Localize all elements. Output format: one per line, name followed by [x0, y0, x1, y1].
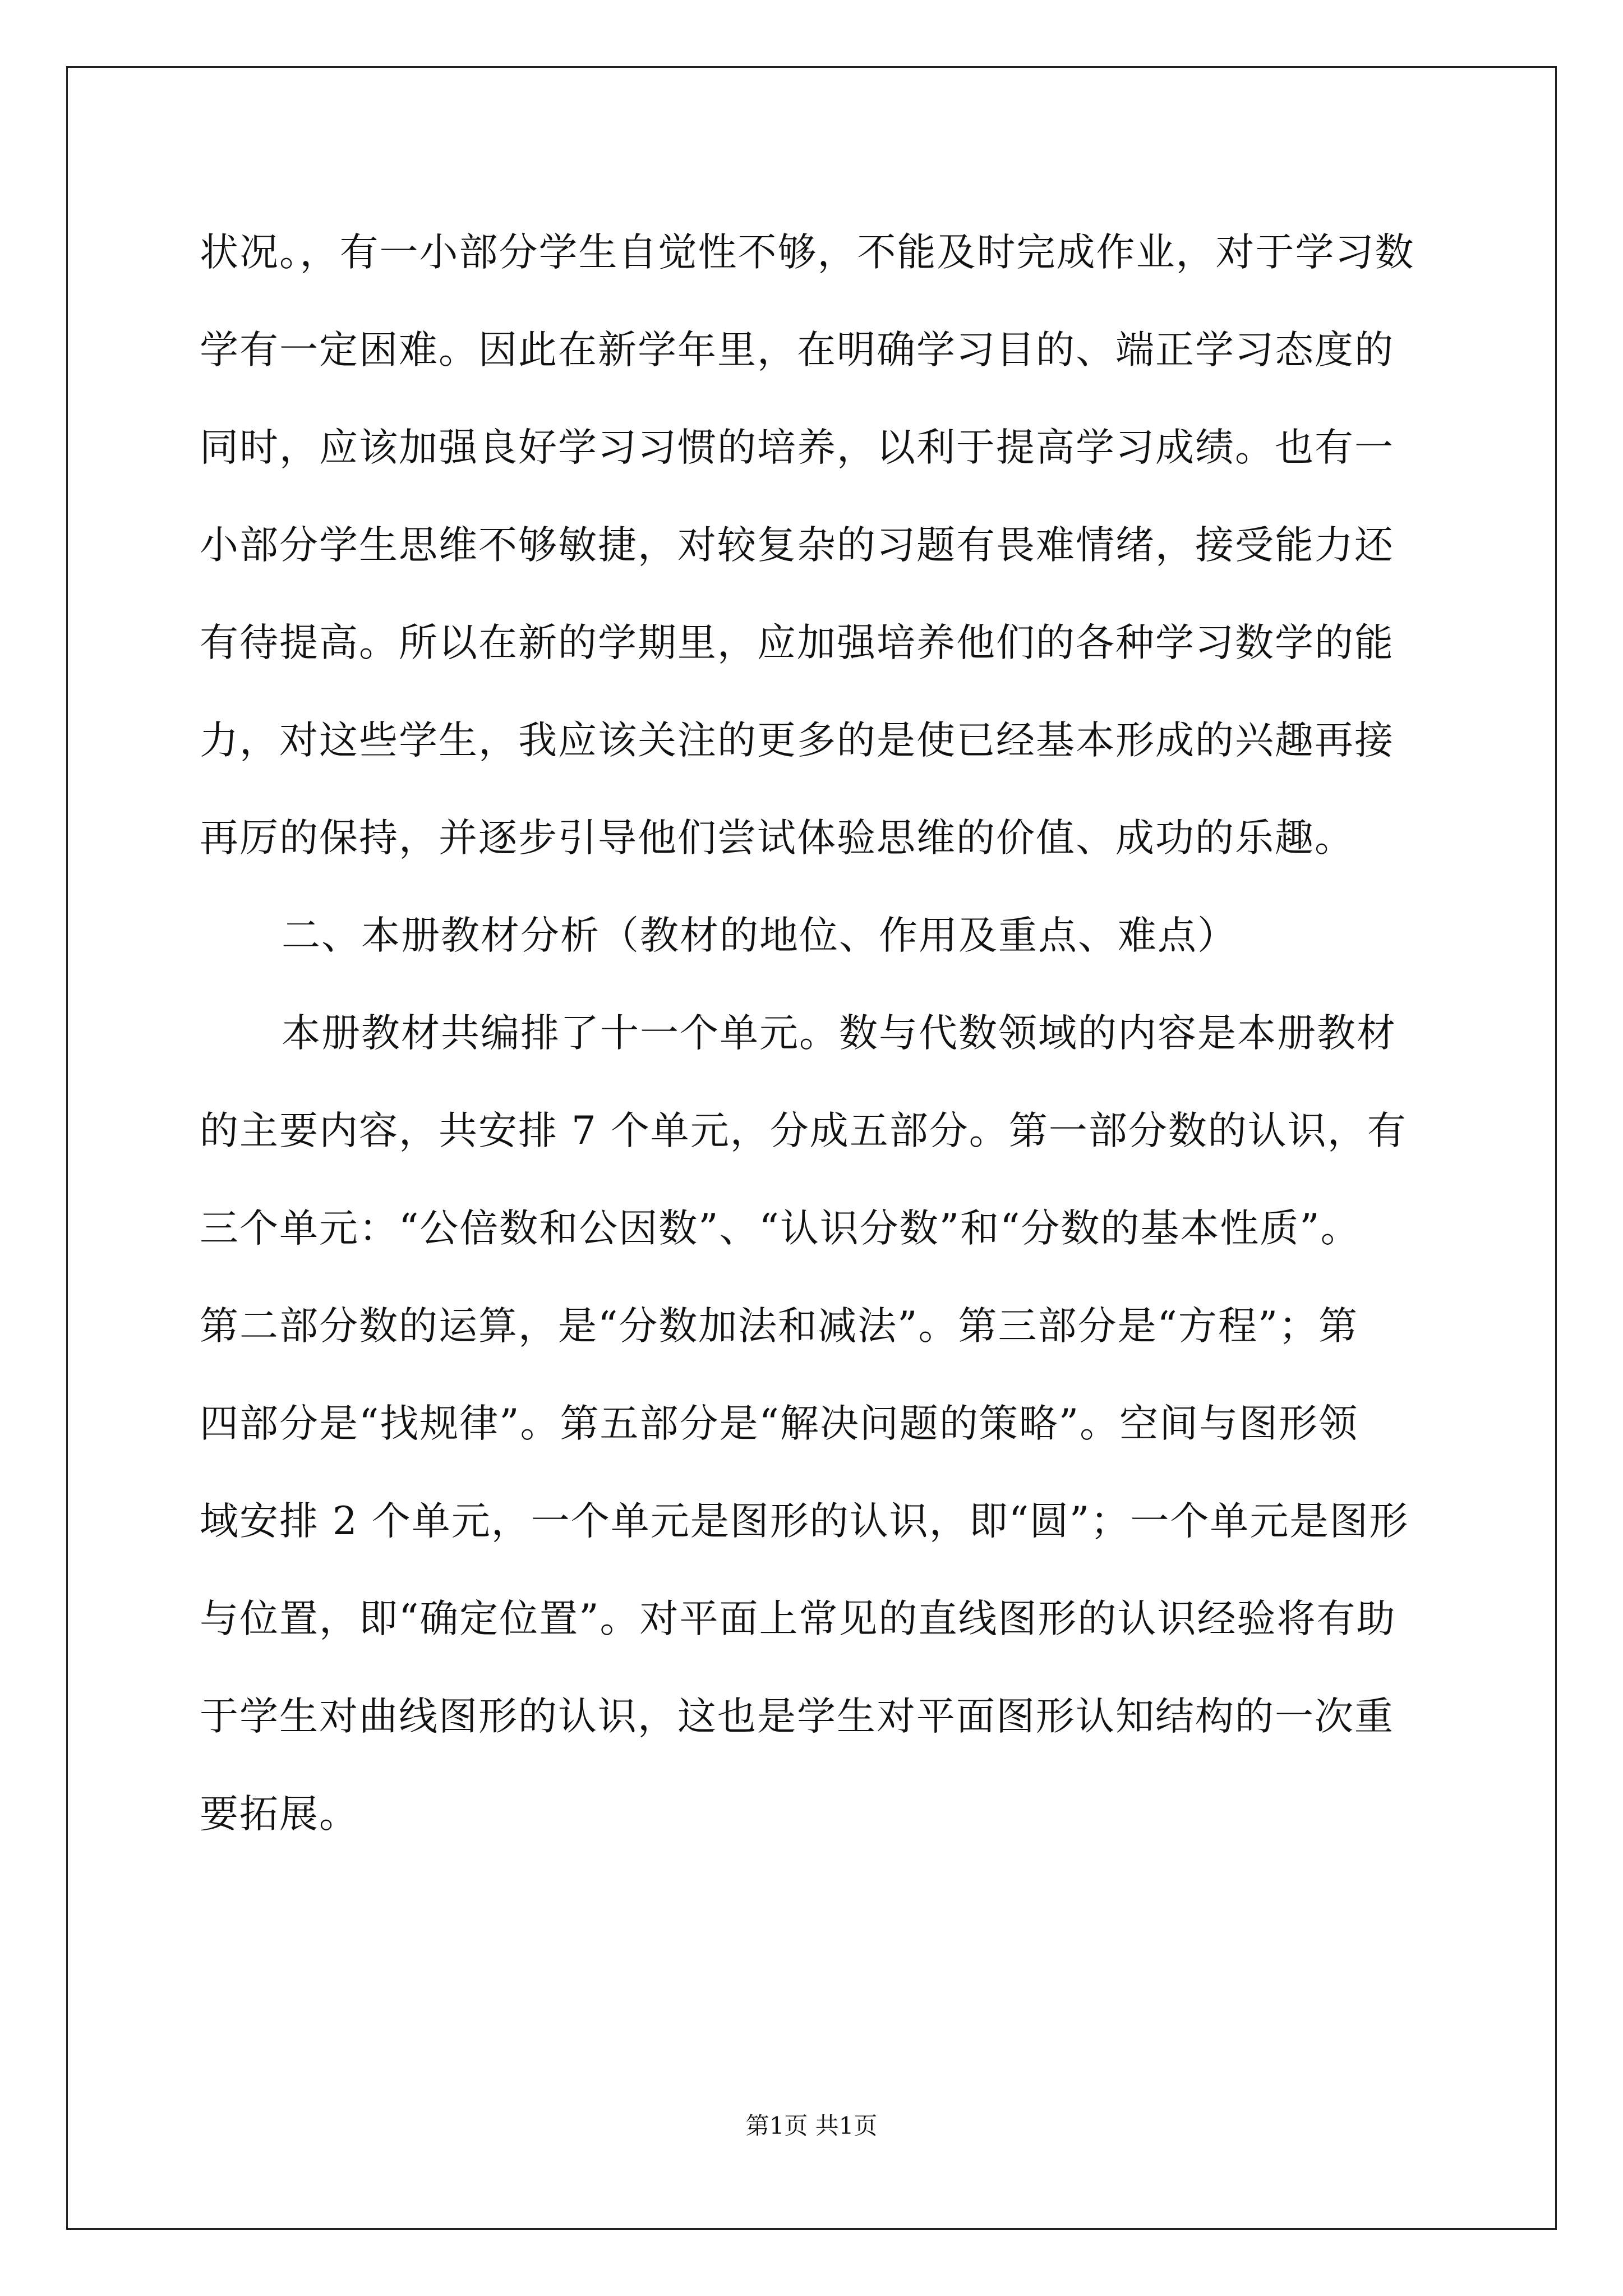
text-line: 域安排 2 个单元，一个单元是图形的认识，即“圆”；一个单元是图形 — [200, 1499, 1409, 1544]
text-line: 四部分是“找规律”。第五部分是“解决问题的策略”。空间与图形领 — [200, 1401, 1359, 1446]
text-line: 力，对这些学生，我应该关注的更多的是使已经基本形成的兴趣再接 — [200, 718, 1394, 763]
text-line: 有待提高。所以在新的学期里，应加强培养他们的各种学习数学的能 — [200, 620, 1394, 665]
page-number: 第1页 共1页 — [745, 2112, 878, 2139]
text-line: 再厉的保持，并逐步引导他们尝试体验思维的价值、成功的乐趣。 — [200, 816, 1354, 861]
text-line: 与位置，即“确定位置”。对平面上常见的直线图形的认识经验将有助 — [200, 1596, 1396, 1641]
text-line: 小部分学生思维不够敏捷，对较复杂的习题有畏难情绪，接受能力还 — [200, 523, 1394, 568]
text-line: 三个单元：“公倍数和公因数”、“认识分数”和“分数的基本性质”。 — [200, 1206, 1361, 1251]
text-line: 同时，应该加强良好学习习惯的培养，以利于提高学习成绩。也有一 — [200, 425, 1394, 470]
section-heading: 二、本册教材分析（教材的地位、作用及重点、难点） — [282, 913, 1237, 958]
text-line: 学有一定困难。因此在新学年里，在明确学习目的、端正学习态度的 — [200, 328, 1394, 372]
text-line: 本册教材共编排了十一个单元。数与代数领域的内容是本册教材 — [282, 1011, 1396, 1056]
text-line: 要拓展。 — [200, 1792, 359, 1837]
text-line: 第二部分数的运算，是“分数加法和减法”。第三部分是“方程”；第 — [200, 1304, 1359, 1349]
text-line: 状况。，有一小部分学生自觉性不够，不能及时完成作业，对于学习数 — [200, 230, 1415, 275]
text-line: 于学生对曲线图形的认识，这也是学生对平面图形认知结构的一次重 — [200, 1694, 1394, 1739]
text-line: 的主要内容，共安排 7 个单元，分成五部分。第一部分数的认识，有 — [200, 1108, 1407, 1153]
document-body — [200, 210, 1456, 1870]
